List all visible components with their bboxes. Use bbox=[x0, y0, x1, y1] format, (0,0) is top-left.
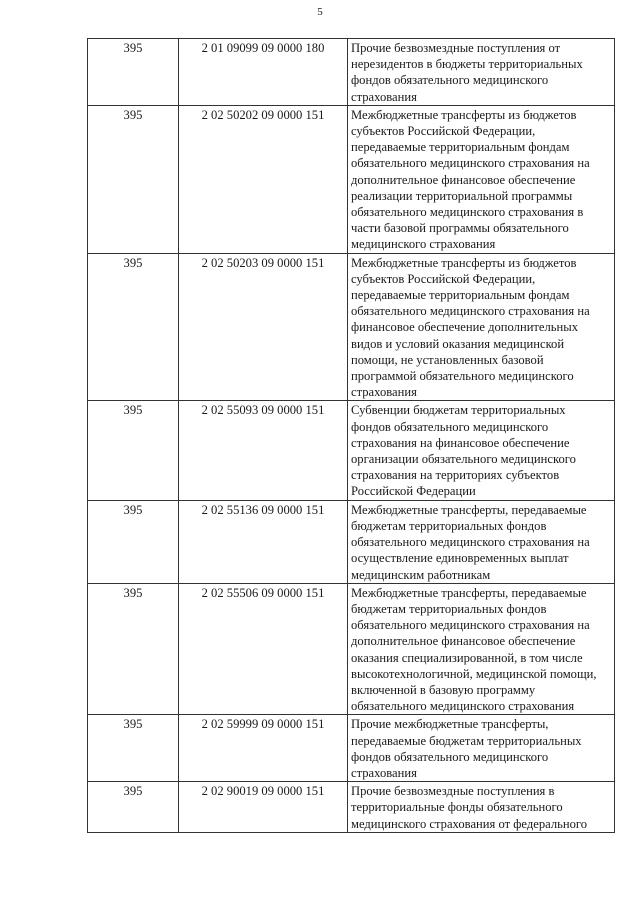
revenue-name-cell bbox=[348, 253, 615, 401]
revenue-name-line: фондов обязательного медицинского bbox=[351, 419, 549, 434]
admin-code-cell: 395 bbox=[88, 715, 179, 782]
revenue-name-line: медицинским работникам bbox=[351, 567, 491, 582]
table-row bbox=[88, 583, 615, 715]
revenue-name-line: реализации территориальной программы bbox=[351, 188, 573, 203]
revenue-name-cell bbox=[348, 782, 615, 833]
revenue-name-line: фондов обязательного медицинского bbox=[351, 73, 549, 88]
revenue-name-line: медицинского страхования от федерального bbox=[351, 816, 588, 831]
revenue-name-line: программой обязательного медицинского bbox=[351, 369, 574, 384]
revenue-name-line: передаваемые территориальным фондам bbox=[351, 288, 570, 303]
revenue-name-line: видов и условий оказания медицинской bbox=[351, 336, 565, 351]
revenue-code-cell: 2 02 50202 09 0000 151 bbox=[179, 105, 348, 253]
revenue-name-line: страхования на территориях субъектов bbox=[351, 468, 560, 483]
revenue-name-line: финансовое обеспечение дополнительных bbox=[351, 320, 579, 335]
table-row bbox=[88, 401, 615, 500]
revenue-name-line: Прочие безвозмездные поступления в bbox=[351, 784, 555, 799]
budget-revenue-table bbox=[87, 38, 615, 833]
revenue-name-line: бюджетам территориальных фондов bbox=[351, 518, 547, 533]
table-row bbox=[88, 39, 615, 106]
admin-code-cell: 395 bbox=[88, 401, 179, 500]
revenue-code-cell: 2 02 55506 09 0000 151 bbox=[179, 583, 348, 715]
revenue-name-line: части базовой программы обязательного bbox=[351, 221, 569, 236]
revenue-name-cell bbox=[348, 583, 615, 715]
revenue-code-cell: 2 02 59999 09 0000 151 bbox=[179, 715, 348, 782]
revenue-name-cell bbox=[348, 105, 615, 253]
revenue-name-line: Межбюджетные трансферты, передаваемые bbox=[351, 585, 587, 600]
revenue-name-line: Прочие безвозмездные поступления от bbox=[351, 41, 561, 55]
revenue-name-line: обязательного медицинского страхования в bbox=[351, 205, 584, 220]
revenue-name-line: обязательного медицинского страхования на bbox=[351, 618, 590, 633]
admin-code-cell: 395 bbox=[88, 39, 179, 106]
revenue-name-line: страхования bbox=[351, 385, 417, 400]
admin-code-cell: 395 bbox=[88, 105, 179, 253]
revenue-name-line: нерезидентов в бюджеты территориальных bbox=[351, 57, 583, 72]
revenue-name-line: обязательного медицинского страхования на bbox=[351, 304, 590, 319]
admin-code-cell: 395 bbox=[88, 782, 179, 833]
revenue-name-line: дополнительное финансовое обеспечение bbox=[351, 634, 576, 649]
revenue-name-line: страхования на финансовое обеспечение bbox=[351, 435, 570, 450]
table-row bbox=[88, 253, 615, 401]
revenue-name-cell bbox=[348, 401, 615, 500]
revenue-name-line: территориальные фонды обязательного bbox=[351, 800, 563, 815]
table-row bbox=[88, 782, 615, 833]
revenue-name-cell bbox=[348, 500, 615, 583]
table-body bbox=[88, 39, 615, 833]
revenue-name-line: передаваемые территориальным фондам bbox=[351, 140, 570, 155]
revenue-name-line: включенной в базовую программу bbox=[351, 682, 536, 697]
revenue-name-line: организации обязательного медицинского bbox=[351, 452, 576, 467]
revenue-name-line: передаваемые бюджетам территориальных bbox=[351, 733, 582, 748]
revenue-name-line: субъектов Российской Федерации, bbox=[351, 271, 536, 286]
revenue-code-cell: 2 02 55093 09 0000 151 bbox=[179, 401, 348, 500]
revenue-name-line: страхования bbox=[351, 89, 417, 104]
admin-code-cell: 395 bbox=[88, 583, 179, 715]
revenue-name-line: медицинского страхования bbox=[351, 237, 496, 252]
revenue-name-line: Субвенции бюджетам территориальных bbox=[351, 403, 566, 418]
revenue-name-line: оказания специализированной, в том числе bbox=[351, 650, 583, 665]
revenue-name-line: бюджетам территориальных фондов bbox=[351, 601, 547, 616]
revenue-name-line: Российской Федерации bbox=[351, 484, 476, 499]
admin-code-cell: 395 bbox=[88, 253, 179, 401]
admin-code-cell: 395 bbox=[88, 500, 179, 583]
revenue-name-line: Межбюджетные трансферты из бюджетов bbox=[351, 255, 577, 270]
revenue-name-line: Прочие межбюджетные трансферты, bbox=[351, 717, 549, 732]
revenue-name-line: Межбюджетные трансферты, передаваемые bbox=[351, 502, 587, 517]
revenue-name-cell bbox=[348, 39, 615, 106]
revenue-code-cell: 2 02 90019 09 0000 151 bbox=[179, 782, 348, 833]
revenue-name-line: дополнительное финансовое обеспечение bbox=[351, 172, 576, 187]
revenue-code-cell: 2 02 55136 09 0000 151 bbox=[179, 500, 348, 583]
revenue-name-cell bbox=[348, 715, 615, 782]
page-number: 5 bbox=[317, 6, 323, 18]
revenue-name-line: помощи, не установленных базовой bbox=[351, 352, 544, 367]
revenue-name-line: осуществление единовременных выплат bbox=[351, 551, 569, 566]
revenue-name-line: высокотехнологичной, медицинской помощи, bbox=[351, 666, 597, 681]
revenue-name-line: фондов обязательного медицинского bbox=[351, 749, 549, 764]
revenue-name-line: обязательного медицинского страхования bbox=[351, 699, 575, 714]
revenue-code-cell: 2 01 09099 09 0000 180 bbox=[179, 39, 348, 106]
revenue-name-line: субъектов Российской Федерации, bbox=[351, 124, 536, 139]
revenue-name-line: обязательного медицинского страхования на bbox=[351, 156, 590, 171]
revenue-name-line: страхования bbox=[351, 765, 417, 780]
table-row bbox=[88, 500, 615, 583]
revenue-name-line: Межбюджетные трансферты из бюджетов bbox=[351, 107, 577, 122]
revenue-code-cell: 2 02 50203 09 0000 151 bbox=[179, 253, 348, 401]
table-row bbox=[88, 715, 615, 782]
revenue-name-line: обязательного медицинского страхования на bbox=[351, 535, 590, 550]
table-row bbox=[88, 105, 615, 253]
